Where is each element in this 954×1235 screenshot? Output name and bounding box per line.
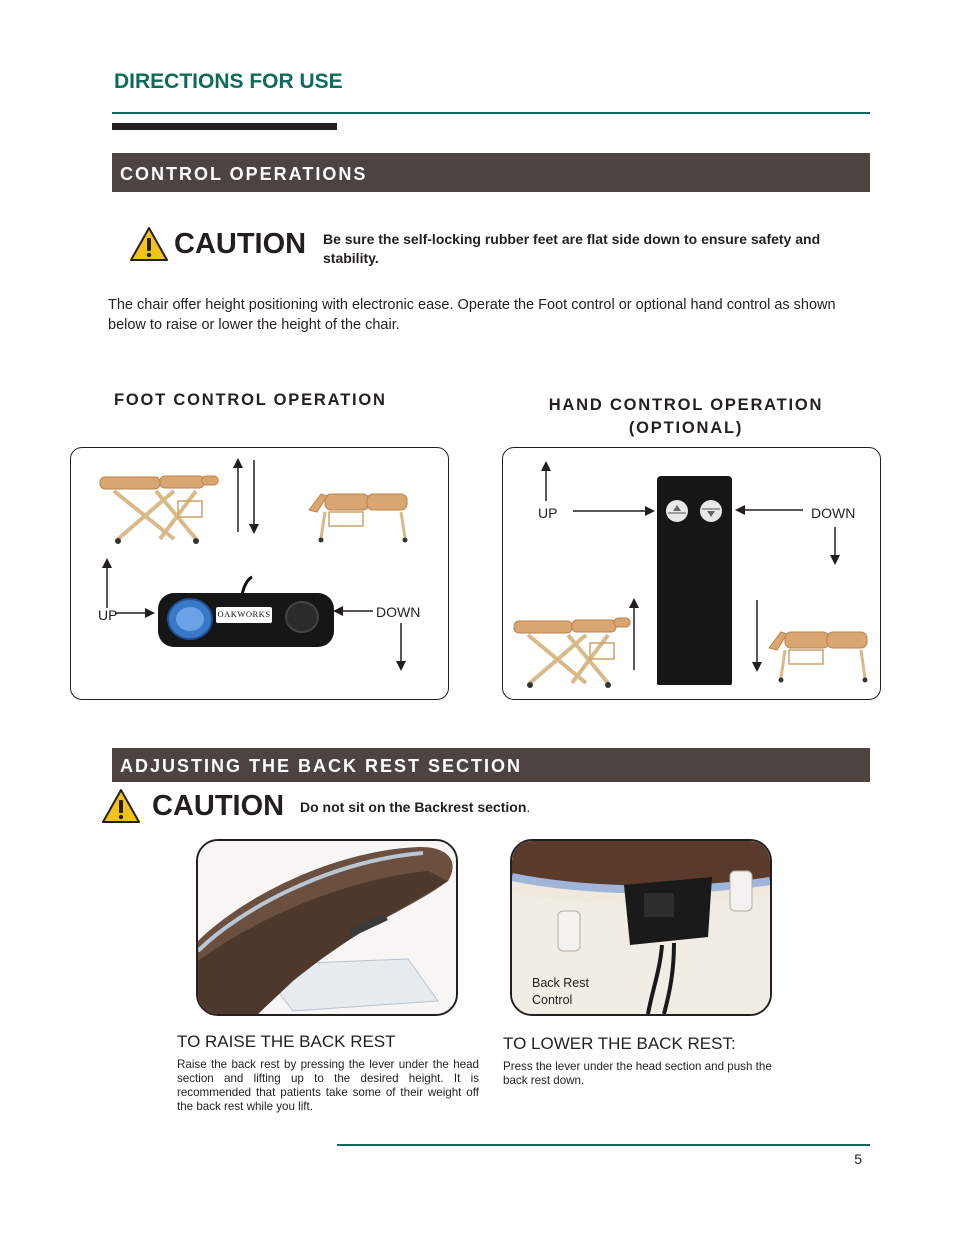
raise-text: Raise the back rest by pressing the lever under the head section and lifting up to the desired height. It is recommended that patients take some of their weight off the back rest while you lift. [177,1058,479,1113]
back-rest-control-photo [510,839,772,1016]
arrow-right-icon [573,505,655,517]
arrow-down-icon [829,527,841,565]
arrow-down-icon [751,600,763,672]
massage-table-lowered-image [305,488,415,544]
section-heading-back-rest: ADJUSTING THE BACK REST SECTION [112,748,870,782]
hand-control-buttons-icon [661,496,727,526]
page-title: DIRECTIONS FOR USE [114,70,343,93]
header-accent-bar [112,123,337,130]
massage-table-lowered-image [765,626,875,684]
lower-text: Press the lever under the head section and push the back rest down. [503,1060,772,1087]
up-down-arrows-icon [230,458,260,534]
hand-control-heading-line2: (OPTIONAL) [628,419,744,437]
arrow-right-icon [115,607,155,619]
lower-heading: TO LOWER THE BACK REST: [503,1034,736,1053]
arrow-left-icon [735,504,803,516]
caution-text [300,799,530,815]
warning-icon [129,226,169,262]
foot-up-label: UP [98,607,118,623]
back-rest-control-label [532,975,589,1009]
hand-control-heading-line1: HAND CONTROL OPERATION [548,396,824,414]
back-rest-raised-image [198,841,456,1014]
warning-icon [101,788,141,824]
caution-text: Be sure the self-locking rubber feet are flat side down to ensure safety and stability. [323,231,821,266]
hand-down-label: DOWN [811,505,856,521]
arrow-left-icon [333,605,373,617]
foot-control-panel [70,447,449,700]
back-rest-control-label-line1: Back Rest [532,976,589,990]
arrow-up-icon [628,598,640,670]
page-number: 5 [854,1151,862,1167]
foot-down-label: DOWN [376,604,421,620]
footer-rule [337,1144,870,1146]
raise-back-rest-photo [196,839,458,1016]
back-rest-control-label-line2: Control [532,993,573,1007]
caution-text-period: . [526,799,531,815]
massage-table-raised-image [96,473,221,545]
hand-control-pendant-image [657,476,732,685]
hand-control-heading [502,394,870,440]
arrow-down-icon [395,623,407,671]
foot-control-heading: FOOT CONTROL OPERATION [114,391,387,409]
raise-heading: TO RAISE THE BACK REST [177,1032,396,1051]
caution-heading: CAUTION [174,228,307,260]
arrow-up-icon [540,461,552,501]
hand-control-panel [502,447,881,700]
arrow-up-icon [101,558,113,608]
pedal-brand-label: OAKWORKS [217,609,271,619]
header-rule [112,112,870,114]
massage-table-raised-image [510,613,635,688]
caution-text-bold: Do not sit on the Backrest section [300,799,527,815]
hand-up-label: UP [538,505,558,521]
section-heading-control-operations: CONTROL OPERATIONS [112,153,870,192]
caution-heading: CAUTION [152,790,285,822]
intro-paragraph: The chair offer height positioning with electronic ease. Operate the Foot control or optional hand control as shown below to raise or lower the height of the chair. [108,297,836,333]
